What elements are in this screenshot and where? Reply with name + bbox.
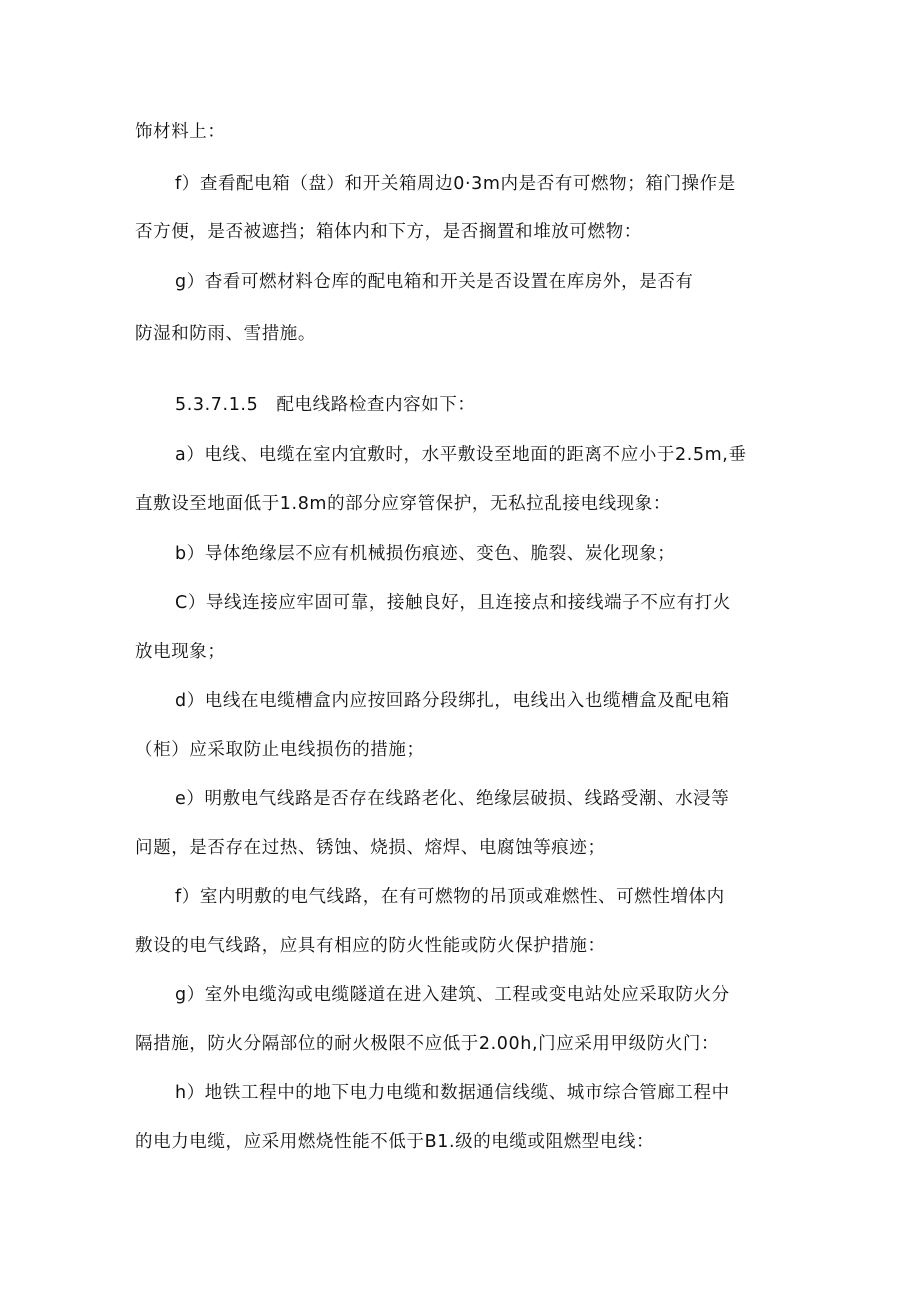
item-b-line-1: b）导体绝缘层不应有机械损伤痕迹、变色、脆裂、炭化现象； [175,544,676,564]
item-g2-line-1: g）室外电缆沟或电缆隧道在进入建筑、工程或变电站处应采取防火分 [175,985,730,1005]
item-f-line-1: f）查看配电箱（盘）和开关箱周边0·3m内是否有可燃物；箱门操作是 [175,174,736,194]
item-c-line-2: 放电现象； [135,642,226,662]
item-a-line-1: a）电线、电缆在室内宜敷时，水平敷设至地面的距离不应小于2.5m,垂 [175,445,747,465]
item-d-line-2: （柜）应采取防止电线损伤的措施； [135,740,425,760]
text-line: 饰材料上： [135,122,226,142]
item-c-line-1: C）导线连接应牢固可靠，接触良好，且连接点和接线端子不应有打火 [175,593,731,613]
item-f2-line-1: f）室内明敷的电气线路，在有可燃物的吊顶或难燃性、可燃性増体内 [175,887,725,907]
item-d-line-1: d）电线在电缆槽盒内应按回路分段绑扎，电线出入也缆槽盒及配电箱 [175,691,730,711]
item-g2-line-2: 隔措施，防火分隔部位的耐火极限不应低于2.00h,门应采用甲级防火门： [135,1034,720,1054]
section-heading: 5.3.7.1.5 配电线路检查内容如下： [175,395,476,415]
item-e-line-1: e）明敷电气线路是否存在线路老化、绝缘层破损、线路受潮、水浸等 [175,789,730,809]
item-g-line-2: 防湿和防雨、雪措施。 [135,324,316,344]
item-g-line-1: g）杳看可燃材料仓库的配电箱和开关是否设置在库房外，是否有 [175,272,694,292]
item-h-line-1: h）地铁工程中的地下电力电缆和数据通信线缆、城市综合管廊工程中 [175,1083,730,1103]
item-f2-line-2: 敷设的电气线路，应具有相应的防火性能或防火保护措施： [135,936,606,956]
item-a-line-2: 直敷设至地面低于1.8m的部分应穿管保护，无私拉乱接电线现象： [135,494,671,514]
item-e-line-2: 问题，是否存在过热、锈蚀、烧损、熔焊、电腐蚀等痕迹； [135,838,606,858]
item-h-line-2: 的电力电缆，应采用燃烧性能不低于B1.级的电缆或阻燃型电线： [135,1132,655,1152]
item-f-line-2: 否方便，是否被遮挡；箱体内和下方，是否搁置和堆放可燃物： [135,222,642,242]
